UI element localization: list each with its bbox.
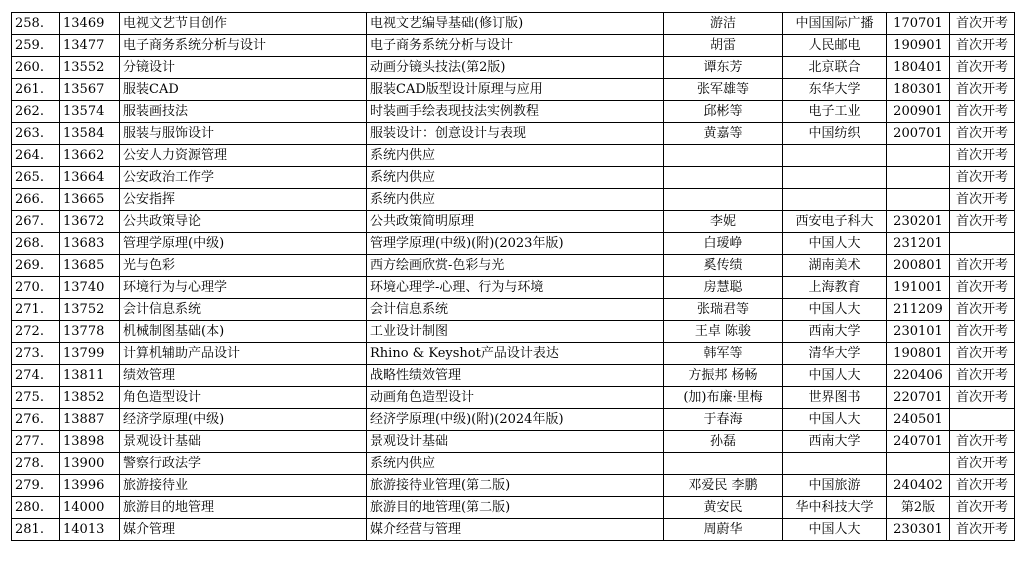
- textbook-publisher: [783, 167, 887, 189]
- table-body: [12, 13, 1015, 541]
- textbook-publisher: 上海教育: [783, 277, 887, 299]
- table-row: [12, 475, 1015, 497]
- course-name: 景观设计基础: [120, 431, 367, 453]
- course-code: 13685: [60, 255, 120, 277]
- textbook-title: 工业设计制图: [367, 321, 664, 343]
- textbook-edition: [887, 145, 950, 167]
- textbook-author: [664, 167, 783, 189]
- exam-note: 首次开考: [950, 497, 1015, 519]
- row-number: 281.: [12, 519, 60, 541]
- course-code: 14000: [60, 497, 120, 519]
- row-number: 263.: [12, 123, 60, 145]
- course-name: 管理学原理(中级): [120, 233, 367, 255]
- textbook-author: 孙磊: [664, 431, 783, 453]
- textbook-edition: 180401: [887, 57, 950, 79]
- textbook-title: 经济学原理(中级)(附)(2024年版): [367, 409, 664, 431]
- textbook-title: 战略性绩效管理: [367, 365, 664, 387]
- course-code: 13567: [60, 79, 120, 101]
- textbook-edition: 230101: [887, 321, 950, 343]
- textbook-title: 系统内供应: [367, 167, 664, 189]
- exam-note: 首次开考: [950, 123, 1015, 145]
- exam-note: [950, 233, 1015, 255]
- row-number: 279.: [12, 475, 60, 497]
- course-code: 13740: [60, 277, 120, 299]
- course-name: 服装与服饰设计: [120, 123, 367, 145]
- textbook-publisher: 中国人大: [783, 365, 887, 387]
- exam-note: 首次开考: [950, 255, 1015, 277]
- course-code: 13683: [60, 233, 120, 255]
- textbook-edition: 200701: [887, 123, 950, 145]
- table-row: [12, 167, 1015, 189]
- textbook-edition: 240402: [887, 475, 950, 497]
- course-code: 13900: [60, 453, 120, 475]
- row-number: 275.: [12, 387, 60, 409]
- course-code: 13887: [60, 409, 120, 431]
- row-number: 278.: [12, 453, 60, 475]
- textbook-title: 系统内供应: [367, 189, 664, 211]
- table-row: [12, 343, 1015, 365]
- textbook-edition: 230301: [887, 519, 950, 541]
- row-number: 276.: [12, 409, 60, 431]
- textbook-author: 周蔚华: [664, 519, 783, 541]
- row-number: 261.: [12, 79, 60, 101]
- textbook-title: 西方绘画欣赏-色彩与光: [367, 255, 664, 277]
- textbook-author: 张军雄等: [664, 79, 783, 101]
- course-code: 13672: [60, 211, 120, 233]
- textbook-title: 管理学原理(中级)(附)(2023年版): [367, 233, 664, 255]
- textbook-edition: 190801: [887, 343, 950, 365]
- table-row: [12, 409, 1015, 431]
- exam-note: 首次开考: [950, 101, 1015, 123]
- textbook-title: 会计信息系统: [367, 299, 664, 321]
- course-name: 公共政策导论: [120, 211, 367, 233]
- course-name: 会计信息系统: [120, 299, 367, 321]
- textbook-publisher: 世界图书: [783, 387, 887, 409]
- table-row: [12, 145, 1015, 167]
- exam-note: 首次开考: [950, 189, 1015, 211]
- table-row: [12, 233, 1015, 255]
- textbook-author: 方振邦 杨畅: [664, 365, 783, 387]
- course-name: 服装画技法: [120, 101, 367, 123]
- course-code: 13852: [60, 387, 120, 409]
- textbook-publisher: 中国纺织: [783, 123, 887, 145]
- course-name: 公安指挥: [120, 189, 367, 211]
- course-name: 服装CAD: [120, 79, 367, 101]
- row-number: 265.: [12, 167, 60, 189]
- table-row: [12, 387, 1015, 409]
- exam-note: 首次开考: [950, 277, 1015, 299]
- course-code: 13898: [60, 431, 120, 453]
- textbook-author: 黄安民: [664, 497, 783, 519]
- exam-note: 首次开考: [950, 145, 1015, 167]
- course-name: 角色造型设计: [120, 387, 367, 409]
- textbook-title: 旅游目的地管理(第二版): [367, 497, 664, 519]
- table-row: [12, 13, 1015, 35]
- exam-note: 首次开考: [950, 519, 1015, 541]
- textbook-author: 邓爱民 李鹏: [664, 475, 783, 497]
- row-number: 274.: [12, 365, 60, 387]
- row-number: 264.: [12, 145, 60, 167]
- textbook-publisher: [783, 189, 887, 211]
- course-name: 公安人力资源管理: [120, 145, 367, 167]
- course-code: 13664: [60, 167, 120, 189]
- course-name: 经济学原理(中级): [120, 409, 367, 431]
- row-number: 268.: [12, 233, 60, 255]
- table-row: [12, 299, 1015, 321]
- course-name: 分镜设计: [120, 57, 367, 79]
- row-number: 260.: [12, 57, 60, 79]
- textbook-edition: [887, 453, 950, 475]
- row-number: 280.: [12, 497, 60, 519]
- table-row: [12, 255, 1015, 277]
- textbook-title: 系统内供应: [367, 453, 664, 475]
- textbook-title: 旅游接待业管理(第二版): [367, 475, 664, 497]
- textbook-author: 游洁: [664, 13, 783, 35]
- textbook-edition: 220406: [887, 365, 950, 387]
- table-row: [12, 431, 1015, 453]
- textbook-author: 房慧聪: [664, 277, 783, 299]
- row-number: 267.: [12, 211, 60, 233]
- textbook-title: Rhino & Keyshot产品设计表达: [367, 343, 664, 365]
- exam-note: 首次开考: [950, 321, 1015, 343]
- textbook-title: 服装CAD版型设计原理与应用: [367, 79, 664, 101]
- table-row: [12, 189, 1015, 211]
- course-code: 13552: [60, 57, 120, 79]
- table-row: [12, 211, 1015, 233]
- textbook-publisher: 华中科技大学: [783, 497, 887, 519]
- textbook-publisher: [783, 145, 887, 167]
- exam-note: 首次开考: [950, 211, 1015, 233]
- textbook-author: 胡雷: [664, 35, 783, 57]
- textbook-author: 邱彬等: [664, 101, 783, 123]
- row-number: 271.: [12, 299, 60, 321]
- textbook-edition: 第2版: [887, 497, 950, 519]
- textbook-author: 韩军等: [664, 343, 783, 365]
- textbook-author: (加)布廉·里梅: [664, 387, 783, 409]
- textbook-publisher: 东华大学: [783, 79, 887, 101]
- textbook-edition: 220701: [887, 387, 950, 409]
- exam-note: 首次开考: [950, 299, 1015, 321]
- textbook-title: 环境心理学-心理、行为与环境: [367, 277, 664, 299]
- textbook-author: 黄嘉等: [664, 123, 783, 145]
- textbook-title: 服装设计：创意设计与表现: [367, 123, 664, 145]
- textbook-edition: 200801: [887, 255, 950, 277]
- course-name: 绩效管理: [120, 365, 367, 387]
- row-number: 262.: [12, 101, 60, 123]
- exam-note: 首次开考: [950, 475, 1015, 497]
- textbook-publisher: 湖南美术: [783, 255, 887, 277]
- textbook-title: 动画分镜头技法(第2版): [367, 57, 664, 79]
- textbook-edition: 200901: [887, 101, 950, 123]
- course-name: 环境行为与心理学: [120, 277, 367, 299]
- course-name: 电子商务系统分析与设计: [120, 35, 367, 57]
- course-name: 机械制图基础(本): [120, 321, 367, 343]
- textbook-edition: 190901: [887, 35, 950, 57]
- course-name: 旅游目的地管理: [120, 497, 367, 519]
- table-row: [12, 79, 1015, 101]
- exam-note: 首次开考: [950, 57, 1015, 79]
- course-code: 13752: [60, 299, 120, 321]
- textbook-edition: 240501: [887, 409, 950, 431]
- row-number: 258.: [12, 13, 60, 35]
- textbook-publisher: 西南大学: [783, 431, 887, 453]
- textbook-publisher: 西安电子科大: [783, 211, 887, 233]
- textbook-edition: 170701: [887, 13, 950, 35]
- textbook-author: 于春海: [664, 409, 783, 431]
- textbook-title: 系统内供应: [367, 145, 664, 167]
- course-code: 13799: [60, 343, 120, 365]
- exam-note: 首次开考: [950, 35, 1015, 57]
- row-number: 266.: [12, 189, 60, 211]
- table-row: [12, 101, 1015, 123]
- textbook-publisher: 中国人大: [783, 409, 887, 431]
- textbook-author: 王卓 陈骏: [664, 321, 783, 343]
- exam-note: 首次开考: [950, 387, 1015, 409]
- course-table: [11, 12, 1015, 541]
- textbook-publisher: 西南大学: [783, 321, 887, 343]
- textbook-publisher: [783, 453, 887, 475]
- row-number: 277.: [12, 431, 60, 453]
- course-name: 警察行政法学: [120, 453, 367, 475]
- row-number: 259.: [12, 35, 60, 57]
- exam-note: [950, 409, 1015, 431]
- textbook-publisher: 中国人大: [783, 233, 887, 255]
- textbook-edition: 231201: [887, 233, 950, 255]
- table-row: [12, 35, 1015, 57]
- exam-note: 首次开考: [950, 365, 1015, 387]
- course-code: 13584: [60, 123, 120, 145]
- table-row: [12, 497, 1015, 519]
- textbook-title: 电视文艺编导基础(修订版): [367, 13, 664, 35]
- exam-note: 首次开考: [950, 167, 1015, 189]
- course-code: 13477: [60, 35, 120, 57]
- textbook-publisher: 人民邮电: [783, 35, 887, 57]
- textbook-publisher: 北京联合: [783, 57, 887, 79]
- textbook-author: 谭东芳: [664, 57, 783, 79]
- course-name: 旅游接待业: [120, 475, 367, 497]
- textbook-title: 媒介经营与管理: [367, 519, 664, 541]
- textbook-edition: 180301: [887, 79, 950, 101]
- textbook-author: [664, 145, 783, 167]
- textbook-author: 奚传绩: [664, 255, 783, 277]
- row-number: 272.: [12, 321, 60, 343]
- course-name: 光与色彩: [120, 255, 367, 277]
- exam-note: 首次开考: [950, 431, 1015, 453]
- row-number: 269.: [12, 255, 60, 277]
- course-name: 公安政治工作学: [120, 167, 367, 189]
- textbook-title: 时装画手绘表现技法实例教程: [367, 101, 664, 123]
- textbook-publisher: 中国人大: [783, 519, 887, 541]
- table-row: [12, 57, 1015, 79]
- textbook-publisher: 中国旅游: [783, 475, 887, 497]
- textbook-title: 公共政策简明原理: [367, 211, 664, 233]
- textbook-title: 动画角色造型设计: [367, 387, 664, 409]
- course-code: 13811: [60, 365, 120, 387]
- textbook-edition: [887, 167, 950, 189]
- textbook-author: 张瑞君等: [664, 299, 783, 321]
- course-name: 计算机辅助产品设计: [120, 343, 367, 365]
- course-code: 13662: [60, 145, 120, 167]
- table-row: [12, 321, 1015, 343]
- textbook-edition: 240701: [887, 431, 950, 453]
- course-code: 13574: [60, 101, 120, 123]
- exam-note: 首次开考: [950, 79, 1015, 101]
- textbook-title: 电子商务系统分析与设计: [367, 35, 664, 57]
- course-code: 13665: [60, 189, 120, 211]
- textbook-publisher: 中国国际广播: [783, 13, 887, 35]
- textbook-edition: 191001: [887, 277, 950, 299]
- course-name: 媒介管理: [120, 519, 367, 541]
- textbook-edition: 211209: [887, 299, 950, 321]
- table-row: [12, 453, 1015, 475]
- table-row: [12, 519, 1015, 541]
- textbook-author: 李妮: [664, 211, 783, 233]
- textbook-publisher: 清华大学: [783, 343, 887, 365]
- table-row: [12, 123, 1015, 145]
- textbook-title: 景观设计基础: [367, 431, 664, 453]
- textbook-edition: 230201: [887, 211, 950, 233]
- row-number: 270.: [12, 277, 60, 299]
- course-code: 13778: [60, 321, 120, 343]
- course-code: 13996: [60, 475, 120, 497]
- row-number: 273.: [12, 343, 60, 365]
- textbook-edition: [887, 189, 950, 211]
- textbook-publisher: 中国人大: [783, 299, 887, 321]
- textbook-author: 白瑷峥: [664, 233, 783, 255]
- exam-note: 首次开考: [950, 13, 1015, 35]
- course-name: 电视文艺节目创作: [120, 13, 367, 35]
- textbook-publisher: 电子工业: [783, 101, 887, 123]
- exam-note: 首次开考: [950, 453, 1015, 475]
- course-code: 13469: [60, 13, 120, 35]
- course-code: 14013: [60, 519, 120, 541]
- table-row: [12, 365, 1015, 387]
- textbook-author: [664, 453, 783, 475]
- exam-note: 首次开考: [950, 343, 1015, 365]
- table-row: [12, 277, 1015, 299]
- textbook-author: [664, 189, 783, 211]
